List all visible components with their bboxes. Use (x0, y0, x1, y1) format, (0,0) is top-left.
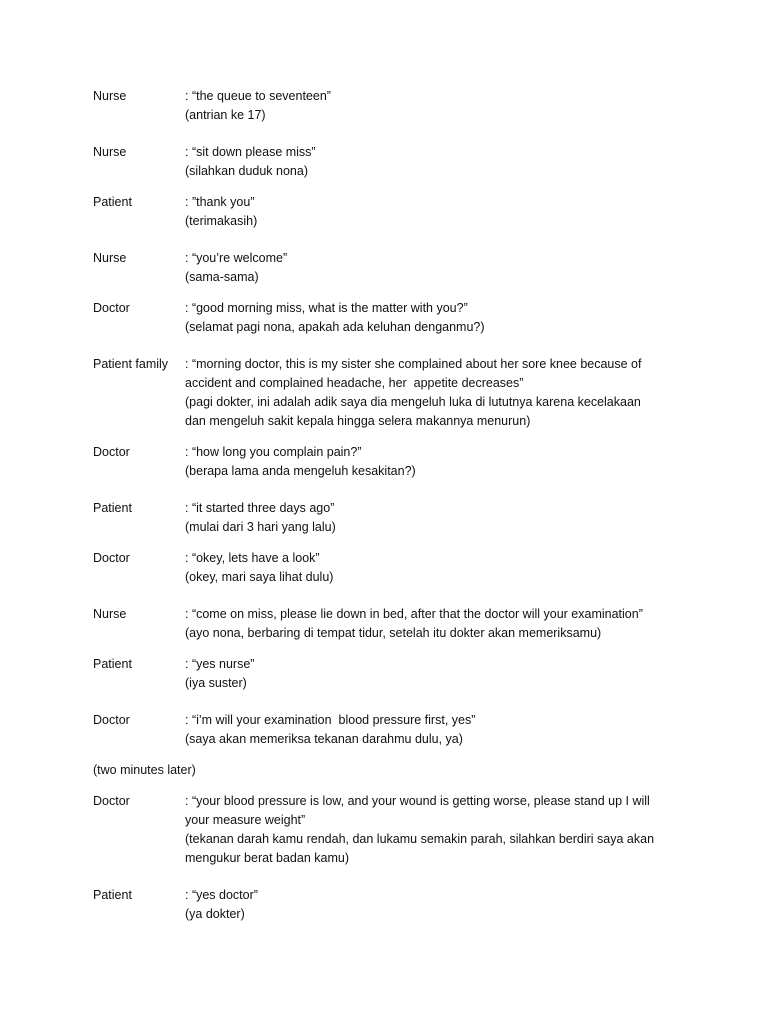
dialogue-line: : “it started three days ago” (185, 501, 335, 515)
speaker-label: Patient (93, 888, 132, 902)
dialogue-entry (93, 499, 693, 537)
speaker-label: Patient (93, 195, 132, 209)
speaker-label: Patient family (93, 357, 169, 371)
dialogue-line: : ”thank you” (185, 195, 255, 209)
dialogue-line: (iya suster) (185, 676, 247, 690)
dialogue-entry (93, 249, 693, 287)
dialogue-text (185, 499, 693, 537)
speaker-label: Nurse (93, 251, 127, 265)
dialogue-line: : “yes doctor” (185, 888, 258, 902)
dialogue-text (185, 605, 693, 643)
dialogue-text (185, 143, 693, 181)
dialogue-line: (okey, mari saya lihat dulu) (185, 570, 334, 584)
dialogue-entry (93, 711, 693, 749)
speaker-label: Doctor (93, 794, 130, 808)
dialogue-text (185, 249, 693, 287)
dialogue-line: accident and complained headache, her appetite decreases” (185, 376, 524, 390)
dialogue-text (185, 355, 693, 431)
dialogue-line: dan mengeluh sakit kepala hingga selera makannya menurun) (185, 414, 531, 428)
dialogue-line: (tekanan darah kamu rendah, dan lukamu semakin parah, silahkan berdiri saya akan (185, 832, 655, 846)
scene-note: (two minutes later) (93, 763, 196, 777)
dialogue-line: : “you’re welcome” (185, 251, 288, 265)
dialogue-entry (93, 87, 693, 125)
dialogue-line: : “i’m will your examination blood pressure first, yes” (185, 713, 476, 727)
dialogue-entry (93, 193, 693, 231)
dialogue-line: : “morning doctor, this is my sister she complained about her sore knee because of (185, 357, 642, 371)
speaker-label: Doctor (93, 551, 130, 565)
dialogue-line: (selamat pagi nona, apakah ada keluhan denganmu?) (185, 320, 485, 334)
dialogue-line: (pagi dokter, ini adalah adik saya dia mengeluh luka di lututnya karena kecelakaan (185, 395, 641, 409)
speaker-label: Nurse (93, 607, 127, 621)
dialogue-entry (93, 655, 693, 693)
dialogue-text (185, 792, 693, 868)
dialogue-line: (silahkan duduk nona) (185, 164, 308, 178)
dialogue-line: (berapa lama anda mengeluh kesakitan?) (185, 464, 416, 478)
dialogue-line: : “come on miss, please lie down in bed, after that the doctor will your examination” (185, 607, 643, 621)
speaker-label: Patient (93, 501, 132, 515)
dialogue-line: : “your blood pressure is low, and your wound is getting worse, please stand up I will (185, 794, 650, 808)
dialogue-text (185, 443, 693, 481)
dialogue-entry (93, 299, 693, 337)
dialogue-entry (93, 549, 693, 587)
speaker-label: Doctor (93, 713, 130, 727)
dialogue-text (185, 299, 693, 337)
dialogue-text (185, 193, 693, 231)
dialogue-entry (93, 143, 693, 181)
dialogue-entry (93, 355, 693, 431)
dialogue-line: : “good morning miss, what is the matter with you?” (185, 301, 468, 315)
speaker-label: Patient (93, 657, 132, 671)
dialogue-line: mengukur berat badan kamu) (185, 851, 349, 865)
dialogue-entry (93, 605, 693, 643)
dialogue-line: your measure weight” (185, 813, 306, 827)
dialogue-line: (mulai dari 3 hari yang lalu) (185, 520, 336, 534)
dialogue-text (185, 886, 693, 924)
dialogue-entry (93, 792, 693, 868)
dialogue-line: : “the queue to seventeen” (185, 89, 331, 103)
dialogue-entry (93, 886, 693, 924)
dialogue-line: : “how long you complain pain?” (185, 445, 362, 459)
dialogue-line: (ayo nona, berbaring di tempat tidur, setelah itu dokter akan memeriksamu) (185, 626, 602, 640)
dialogue-text (185, 711, 693, 749)
dialogue-line: (terimakasih) (185, 214, 258, 228)
dialogue-text (185, 549, 693, 587)
dialogue-line: : “yes nurse” (185, 657, 255, 671)
dialogue-line: (sama-sama) (185, 270, 259, 284)
dialogue-text (185, 655, 693, 693)
speaker-label: Nurse (93, 145, 127, 159)
dialogue-entry (93, 443, 693, 481)
speaker-label: Doctor (93, 301, 130, 315)
dialogue-text (185, 87, 693, 125)
dialogue-line: (saya akan memeriksa tekanan darahmu dulu, ya) (185, 732, 463, 746)
speaker-label: Nurse (93, 89, 127, 103)
speaker-label: Doctor (93, 445, 130, 459)
dialogue-line: (ya dokter) (185, 907, 245, 921)
dialogue-line: : “sit down please miss” (185, 145, 316, 159)
dialogue-line: : “okey, lets have a look” (185, 551, 320, 565)
dialogue-line: (antrian ke 17) (185, 108, 266, 122)
